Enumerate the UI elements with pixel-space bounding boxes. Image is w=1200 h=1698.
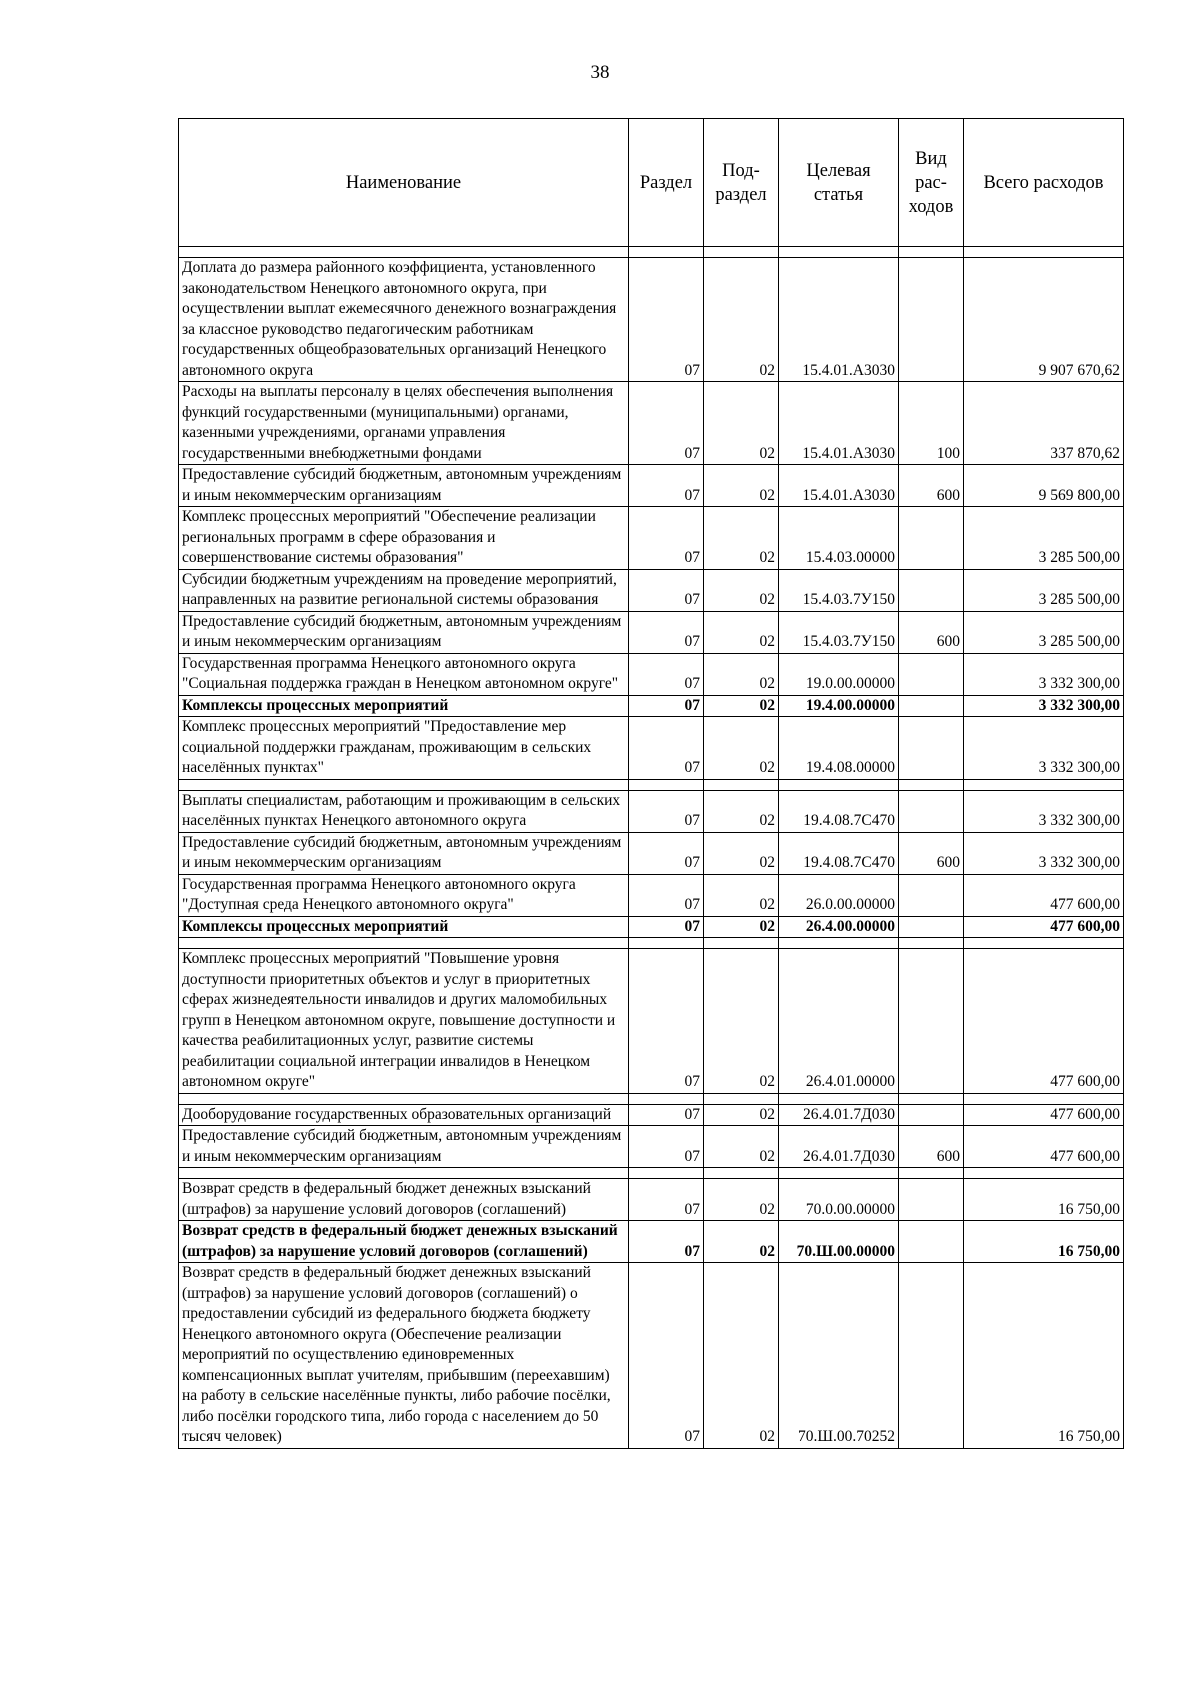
- cell-total: 16 750,00: [964, 1263, 1124, 1449]
- table-row: [179, 1263, 1124, 1449]
- table-row: [179, 790, 1124, 832]
- cell-name: Государственная программа Ненецкого автономного округа "Социальная поддержка граждан в Ненецком автономном округе": [179, 653, 629, 695]
- spacer-cell: [964, 938, 1124, 949]
- cell-total: 16 750,00: [964, 1221, 1124, 1263]
- col-header-total: Всего расходов: [964, 119, 1124, 247]
- cell-target-article: 15.4.01.А3030: [779, 258, 899, 382]
- cell-total: 3 332 300,00: [964, 832, 1124, 874]
- cell-expense-type: [899, 874, 964, 916]
- cell-section: 07: [629, 382, 704, 465]
- table-row: [179, 874, 1124, 916]
- cell-section: 07: [629, 465, 704, 507]
- table-row: [179, 382, 1124, 465]
- spacer-cell: [964, 1168, 1124, 1179]
- spacer-row: [179, 247, 1124, 258]
- page-number: 38: [590, 62, 610, 83]
- cell-name: Возврат средств в федеральный бюджет денежных взысканий (штрафов) за нарушение условий договоров (соглашений): [179, 1179, 629, 1221]
- cell-total: 9 569 800,00: [964, 465, 1124, 507]
- cell-section: 07: [629, 874, 704, 916]
- cell-subsection: 02: [704, 695, 779, 717]
- cell-subsection: 02: [704, 653, 779, 695]
- cell-name: Субсидии бюджетным учреждениям на проведение мероприятий, направленных на развитие региональной системы образования: [179, 569, 629, 611]
- cell-target-article: 15.4.03.00000: [779, 507, 899, 570]
- spacer-cell: [629, 779, 704, 790]
- cell-target-article: 70.Ш.00.00000: [779, 1221, 899, 1263]
- cell-total: 477 600,00: [964, 874, 1124, 916]
- cell-section: 07: [629, 1126, 704, 1168]
- cell-target-article: 19.4.08.00000: [779, 717, 899, 780]
- spacer-row: [179, 938, 1124, 949]
- cell-section: 07: [629, 1221, 704, 1263]
- cell-expense-type: [899, 653, 964, 695]
- table-body: [179, 247, 1124, 1449]
- cell-name: Комплекс процессных мероприятий "Повышение уровня доступности приоритетных объектов и услуг в приоритетных сферах жизнедеятельности инвалидов и других маломобильных групп в Ненецком автономном округе, повышение доступности и качества реабилитационных услуг, развитие системы реабилитации социальной интеграции инвалидов в Ненецком автономном округе": [179, 949, 629, 1094]
- cell-name: Комплексы процессных мероприятий: [179, 916, 629, 938]
- cell-subsection: 02: [704, 1104, 779, 1126]
- table-row: [179, 916, 1124, 938]
- cell-section: 07: [629, 1263, 704, 1449]
- table-row: [179, 1104, 1124, 1126]
- cell-target-article: 70.Ш.00.70252: [779, 1263, 899, 1449]
- spacer-cell: [179, 247, 629, 258]
- table-row: [179, 717, 1124, 780]
- cell-target-article: 15.4.01.А3030: [779, 382, 899, 465]
- cell-name: Предоставление субсидий бюджетным, автономным учреждениям и иным некоммерческим организациям: [179, 832, 629, 874]
- cell-target-article: 26.4.01.7Д030: [779, 1104, 899, 1126]
- spacer-cell: [779, 1168, 899, 1179]
- cell-section: 07: [629, 949, 704, 1094]
- cell-expense-type: 600: [899, 465, 964, 507]
- table-row: [179, 949, 1124, 1094]
- spacer-cell: [964, 247, 1124, 258]
- spacer-cell: [779, 247, 899, 258]
- cell-name: Предоставление субсидий бюджетным, автономным учреждениям и иным некоммерческим организациям: [179, 465, 629, 507]
- cell-subsection: 02: [704, 1126, 779, 1168]
- cell-total: 3 332 300,00: [964, 717, 1124, 780]
- cell-expense-type: [899, 949, 964, 1094]
- cell-subsection: 02: [704, 1221, 779, 1263]
- cell-total: 337 870,62: [964, 382, 1124, 465]
- cell-subsection: 02: [704, 507, 779, 570]
- spacer-cell: [964, 1093, 1124, 1104]
- cell-subsection: 02: [704, 949, 779, 1094]
- spacer-cell: [179, 1168, 629, 1179]
- cell-target-article: 26.0.00.00000: [779, 874, 899, 916]
- cell-subsection: 02: [704, 258, 779, 382]
- cell-expense-type: [899, 916, 964, 938]
- cell-target-article: 15.4.03.7У150: [779, 611, 899, 653]
- cell-target-article: 19.4.08.7С470: [779, 790, 899, 832]
- cell-section: 07: [629, 832, 704, 874]
- spacer-cell: [704, 247, 779, 258]
- spacer-cell: [629, 938, 704, 949]
- cell-expense-type: 600: [899, 832, 964, 874]
- cell-name: Комплексы процессных мероприятий: [179, 695, 629, 717]
- table-header-row: [179, 119, 1124, 247]
- cell-expense-type: 100: [899, 382, 964, 465]
- cell-expense-type: [899, 1263, 964, 1449]
- cell-total: 9 907 670,62: [964, 258, 1124, 382]
- cell-subsection: 02: [704, 1179, 779, 1221]
- spacer-cell: [704, 1168, 779, 1179]
- cell-name: Комплекс процессных мероприятий "Обеспечение реализации региональных программ в сфере образования и совершенствование системы образования": [179, 507, 629, 570]
- cell-expense-type: [899, 717, 964, 780]
- spacer-cell: [779, 779, 899, 790]
- cell-total: 477 600,00: [964, 916, 1124, 938]
- spacer-cell: [899, 1093, 964, 1104]
- cell-expense-type: 600: [899, 1126, 964, 1168]
- cell-expense-type: [899, 1179, 964, 1221]
- cell-subsection: 02: [704, 1263, 779, 1449]
- cell-section: 07: [629, 790, 704, 832]
- table-row: [179, 258, 1124, 382]
- cell-section: 07: [629, 569, 704, 611]
- spacer-cell: [899, 938, 964, 949]
- cell-name: Возврат средств в федеральный бюджет денежных взысканий (штрафов) за нарушение условий договоров (соглашений): [179, 1221, 629, 1263]
- cell-total: 477 600,00: [964, 1126, 1124, 1168]
- cell-target-article: 26.4.00.00000: [779, 916, 899, 938]
- cell-subsection: 02: [704, 465, 779, 507]
- cell-name: Государственная программа Ненецкого автономного округа "Доступная среда Ненецкого автономного округа": [179, 874, 629, 916]
- cell-expense-type: [899, 1104, 964, 1126]
- cell-expense-type: [899, 507, 964, 570]
- cell-name: Расходы на выплаты персоналу в целях обеспечения выполнения функций государственными (муниципальными) органами, казенными учреждениями, органами управления государственными внебюджетными фондами: [179, 382, 629, 465]
- spacer-cell: [899, 779, 964, 790]
- cell-expense-type: 600: [899, 611, 964, 653]
- cell-total: 3 332 300,00: [964, 653, 1124, 695]
- spacer-row: [179, 1093, 1124, 1104]
- budget-table: [178, 118, 1124, 1449]
- cell-total: 3 285 500,00: [964, 507, 1124, 570]
- spacer-cell: [179, 779, 629, 790]
- cell-expense-type: [899, 1221, 964, 1263]
- cell-total: 3 285 500,00: [964, 569, 1124, 611]
- cell-section: 07: [629, 1104, 704, 1126]
- cell-section: 07: [629, 1179, 704, 1221]
- col-header-section: Раздел: [629, 119, 704, 247]
- cell-total: 477 600,00: [964, 949, 1124, 1094]
- spacer-cell: [704, 779, 779, 790]
- col-header-name: Наименование: [179, 119, 629, 247]
- cell-expense-type: [899, 790, 964, 832]
- spacer-cell: [779, 938, 899, 949]
- cell-subsection: 02: [704, 611, 779, 653]
- cell-name: Предоставление субсидий бюджетным, автономным учреждениям и иным некоммерческим организациям: [179, 1126, 629, 1168]
- spacer-cell: [629, 247, 704, 258]
- cell-expense-type: [899, 569, 964, 611]
- cell-target-article: 70.0.00.00000: [779, 1179, 899, 1221]
- table-row: [179, 1221, 1124, 1263]
- cell-total: 3 332 300,00: [964, 790, 1124, 832]
- cell-subsection: 02: [704, 916, 779, 938]
- cell-expense-type: [899, 258, 964, 382]
- cell-target-article: 26.4.01.00000: [779, 949, 899, 1094]
- spacer-row: [179, 1168, 1124, 1179]
- cell-subsection: 02: [704, 717, 779, 780]
- table-row: [179, 611, 1124, 653]
- cell-section: 07: [629, 717, 704, 780]
- cell-target-article: 19.0.00.00000: [779, 653, 899, 695]
- cell-target-article: 15.4.03.7У150: [779, 569, 899, 611]
- cell-subsection: 02: [704, 874, 779, 916]
- col-header-subsection: Под- раздел: [704, 119, 779, 247]
- cell-name: Дооборудование государственных образовательных организаций: [179, 1104, 629, 1126]
- spacer-cell: [704, 938, 779, 949]
- table-row: [179, 695, 1124, 717]
- cell-total: 3 332 300,00: [964, 695, 1124, 717]
- cell-name: Возврат средств в федеральный бюджет денежных взысканий (штрафов) за нарушение условий договоров (соглашений) о предоставлении субсидий из федерального бюджета бюджету Ненецкого автономного округа (Обеспечение реализации мероприятий по осуществлению единовременных компенсационных выплат учителям, прибывшим (переехавшим) на работу в сельские населённые пункты, либо рабочие посёлки, либо посёлки городского типа, либо города с населением до 50 тысяч человек): [179, 1263, 629, 1449]
- table-row: [179, 507, 1124, 570]
- spacer-cell: [899, 247, 964, 258]
- cell-target-article: 19.4.08.7С470: [779, 832, 899, 874]
- cell-section: 07: [629, 653, 704, 695]
- spacer-row: [179, 779, 1124, 790]
- spacer-cell: [629, 1168, 704, 1179]
- cell-expense-type: [899, 695, 964, 717]
- table-row: [179, 653, 1124, 695]
- cell-target-article: 26.4.01.7Д030: [779, 1126, 899, 1168]
- spacer-cell: [899, 1168, 964, 1179]
- spacer-cell: [964, 779, 1124, 790]
- table-row: [179, 832, 1124, 874]
- col-header-target-article: Целевая статья: [779, 119, 899, 247]
- cell-total: 3 285 500,00: [964, 611, 1124, 653]
- spacer-cell: [704, 1093, 779, 1104]
- col-header-expense-type: Вид рас- ходов: [899, 119, 964, 247]
- cell-section: 07: [629, 507, 704, 570]
- cell-section: 07: [629, 611, 704, 653]
- cell-subsection: 02: [704, 790, 779, 832]
- cell-target-article: 19.4.00.00000: [779, 695, 899, 717]
- table-row: [179, 569, 1124, 611]
- cell-name: Выплаты специалистам, работающим и проживающим в сельских населённых пунктах Ненецкого автономного округа: [179, 790, 629, 832]
- cell-section: 07: [629, 695, 704, 717]
- spacer-cell: [179, 1093, 629, 1104]
- cell-total: 477 600,00: [964, 1104, 1124, 1126]
- spacer-cell: [629, 1093, 704, 1104]
- cell-subsection: 02: [704, 382, 779, 465]
- cell-name: Комплекс процессных мероприятий "Предоставление мер социальной поддержки гражданам, проживающим в сельских населённых пунктах": [179, 717, 629, 780]
- cell-subsection: 02: [704, 569, 779, 611]
- spacer-cell: [179, 938, 629, 949]
- cell-subsection: 02: [704, 832, 779, 874]
- spacer-cell: [779, 1093, 899, 1104]
- table-row: [179, 465, 1124, 507]
- table-row: [179, 1179, 1124, 1221]
- cell-section: 07: [629, 916, 704, 938]
- cell-name: Доплата до размера районного коэффициента, установленного законодательством Ненецкого автономного округа, при осуществлении выплат ежемесячного денежного вознаграждения за классное руководство педагогическим работникам государственных общеобразовательных организаций Ненецкого автономного округа: [179, 258, 629, 382]
- table-row: [179, 1126, 1124, 1168]
- cell-section: 07: [629, 258, 704, 382]
- cell-name: Предоставление субсидий бюджетным, автономным учреждениям и иным некоммерческим организациям: [179, 611, 629, 653]
- cell-target-article: 15.4.01.А3030: [779, 465, 899, 507]
- cell-total: 16 750,00: [964, 1179, 1124, 1221]
